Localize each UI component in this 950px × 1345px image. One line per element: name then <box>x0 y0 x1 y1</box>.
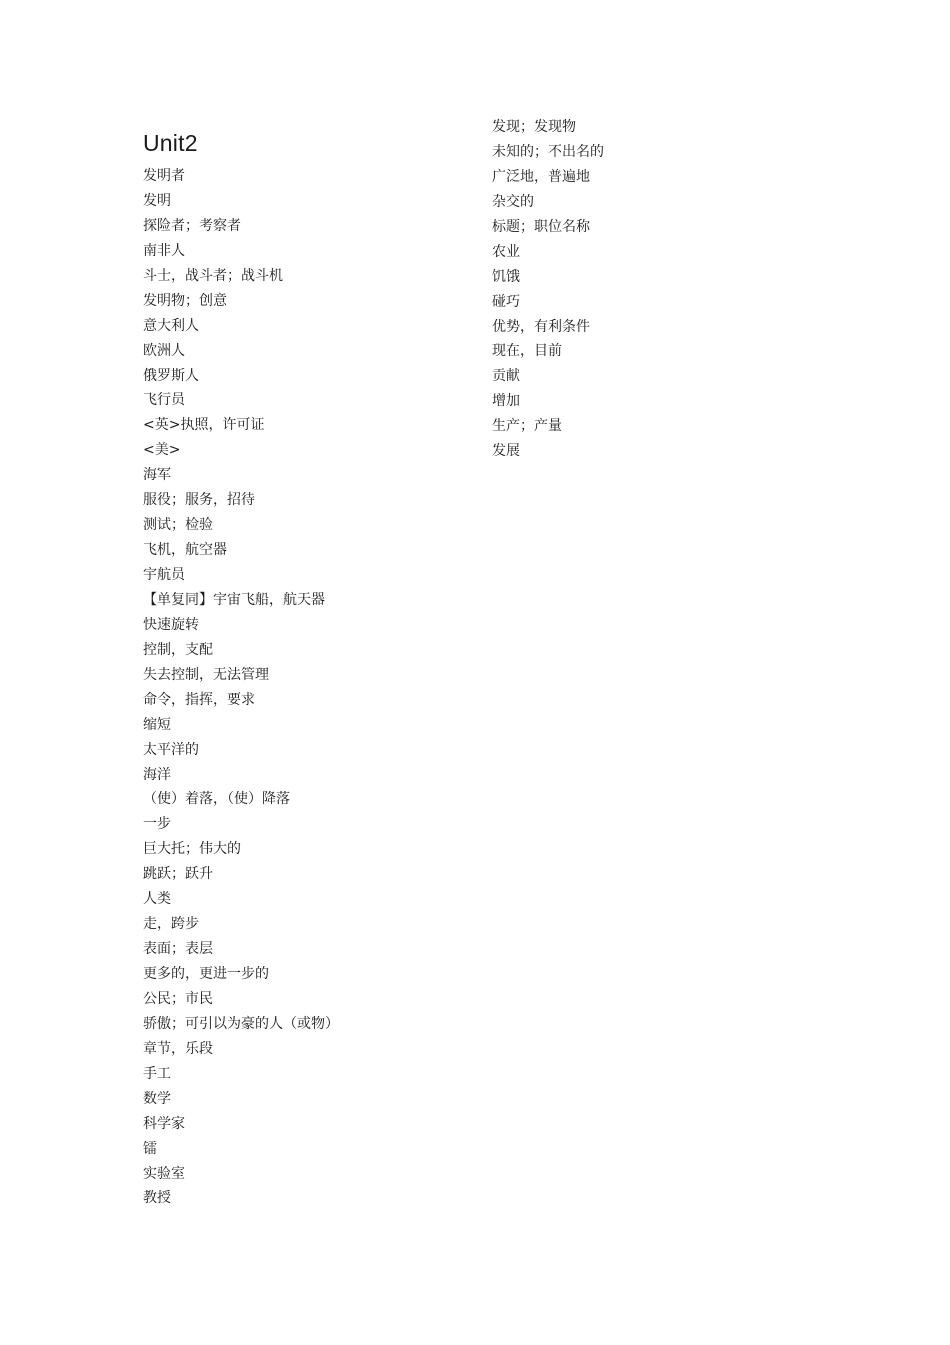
vocabulary-item: 更多的，更进一步的 <box>143 966 269 982</box>
vocabulary-item: 表面；表层 <box>143 941 213 958</box>
vocabulary-item: 人类 <box>143 891 171 908</box>
vocabulary-item: 发展 <box>492 443 520 460</box>
vocabulary-item: 杂交的 <box>492 193 534 210</box>
vocabulary-item: 意大利人 <box>143 317 199 334</box>
vocabulary-item: 数学 <box>143 1090 171 1107</box>
vocabulary-item: 增加 <box>492 393 520 410</box>
vocabulary-item: （使）着落，（使）降落 <box>143 791 290 808</box>
vocabulary-item: 失去控制，无法管理 <box>143 666 269 683</box>
vocabulary-item: 发明者 <box>143 168 185 184</box>
vocabulary-item: 骄傲；可引以为豪的人（或物） <box>143 1015 339 1032</box>
vocabulary-item: 广泛地，普遍地 <box>492 168 590 185</box>
vocabulary-item: 优势，有利条件 <box>492 318 590 335</box>
vocabulary-item: 发现；发现物 <box>492 119 576 135</box>
vocabulary-item: 碰巧 <box>492 293 520 310</box>
vocabulary-item: 快速旋转 <box>143 616 199 633</box>
vocabulary-item: 饥饿 <box>492 268 520 285</box>
vocabulary-item: 飞行员 <box>143 392 185 409</box>
vocabulary-item: 宇航员 <box>143 567 185 583</box>
vocabulary-item: 【单复同】宇宙飞船，航天器 <box>143 591 325 608</box>
vocabulary-item: 南非人 <box>143 242 185 259</box>
vocabulary-item: 章节，乐段 <box>143 1040 213 1057</box>
right-column <box>492 115 812 464</box>
vocabulary-item: 公民；市民 <box>143 990 213 1007</box>
left-column <box>143 126 463 1211</box>
vocabulary-item: 生产；产量 <box>492 418 562 435</box>
vocabulary-item: 教授 <box>143 1190 171 1207</box>
vocabulary-item: 欧洲人 <box>143 342 185 359</box>
vocabulary-item: 标题；职位名称 <box>492 218 590 235</box>
vocabulary-item: 手工 <box>143 1065 171 1082</box>
vocabulary-item: 发明 <box>143 192 171 209</box>
vocabulary-item: 一步 <box>143 816 171 833</box>
vocabulary-item: 未知的；不出名的 <box>492 143 604 160</box>
vocabulary-item: 飞机，航空器 <box>143 542 227 559</box>
vocabulary-item: 跳跃；跃升 <box>143 866 213 883</box>
vocabulary-item: 农业 <box>492 243 520 260</box>
vocabulary-item: 贡献 <box>492 368 520 385</box>
vocabulary-item: 发明物；创意 <box>143 292 227 309</box>
left-vocabulary-list <box>143 164 463 1211</box>
vocabulary-item: 实验室 <box>143 1165 185 1182</box>
vocabulary-item: 服役；服务，招待 <box>143 492 255 509</box>
vocabulary-item: 镭 <box>143 1140 157 1157</box>
vocabulary-item: 太平洋的 <box>143 741 199 758</box>
vocabulary-item: 控制，支配 <box>143 641 213 658</box>
vocabulary-item: 走，跨步 <box>143 916 199 933</box>
vocabulary-item: 海洋 <box>143 766 171 783</box>
vocabulary-item: 测试；检验 <box>143 517 213 534</box>
vocabulary-item: 现在，目前 <box>492 343 562 360</box>
vocabulary-item: 科学家 <box>143 1115 185 1132</box>
unit-title: Unit2 <box>143 130 198 156</box>
vocabulary-item: 俄罗斯人 <box>143 367 199 384</box>
vocabulary-item: 斗士，战斗者；战斗机 <box>143 267 283 284</box>
vocabulary-item: 缩短 <box>143 716 171 733</box>
vocabulary-item: 探险者；考察者 <box>143 217 241 234</box>
vocabulary-item: <美> <box>143 442 181 459</box>
vocabulary-item: 巨大托；伟大的 <box>143 841 241 858</box>
vocabulary-item: <英>执照，许可证 <box>143 417 265 434</box>
vocabulary-item: 命令，指挥，要求 <box>143 691 255 708</box>
vocabulary-item: 海军 <box>143 467 171 484</box>
right-vocabulary-list <box>492 115 812 464</box>
